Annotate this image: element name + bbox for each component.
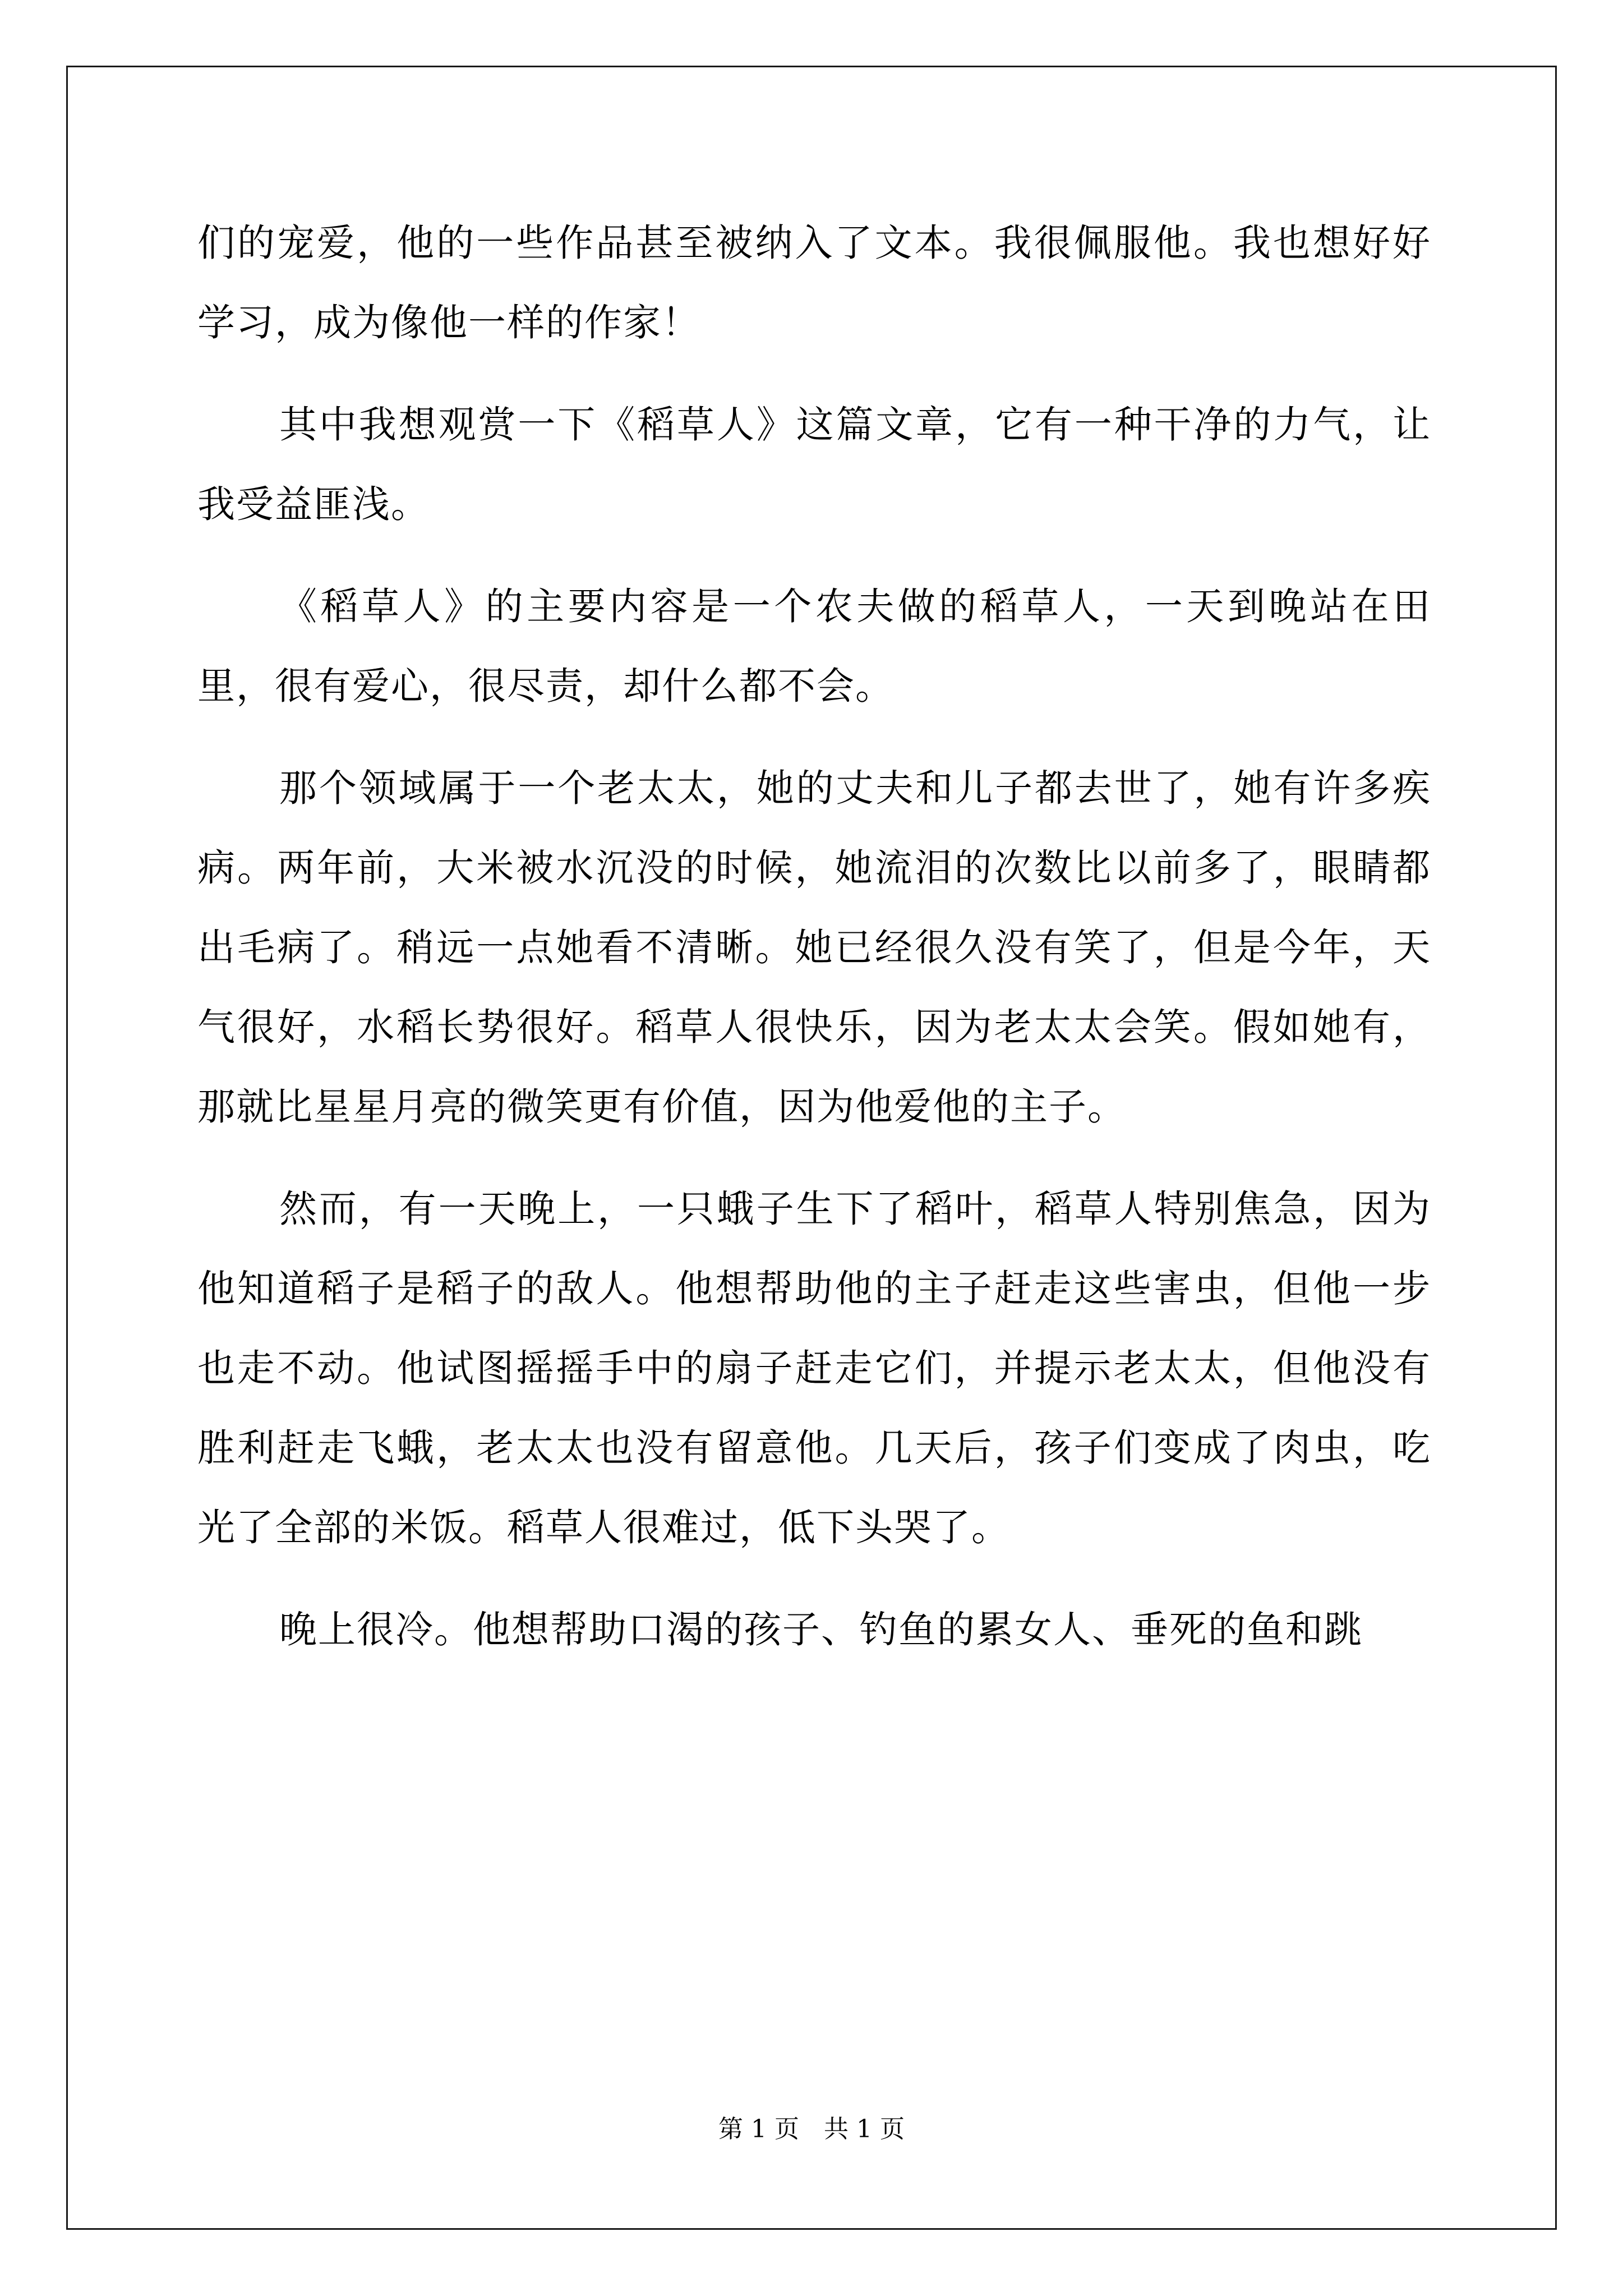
paragraph-1: 们的宠爱，他的一些作品甚至被纳入了文本。我很佩服他。我也想好好学习，成为像他一样的作家！ — [197, 221, 1431, 344]
page-number-footer: 第 1 页 共 1 页 — [718, 2115, 905, 2143]
paragraph-6: 晚上很冷。他想帮助口渴的孩子、钓鱼的累女人、垂死的鱼和跳 — [279, 1608, 1363, 1651]
paragraph-3: 《稻草人》的主要内容是一个农夫做的稻草人，一天到晚站在田里，很有爱心，很尽责，却什么都不会。 — [197, 585, 1431, 708]
paragraph-4: 那个领域属于一个老太太，她的丈夫和儿子都去世了，她有许多疾病。两年前，大米被水沉没的时候，她流泪的次数比以前多了，眼睛都出毛病了。稍远一点她看不清晰。她已经很久没有笑了，但是今年，天气很好，水稻长势很好。稻草人很快乐，因为老太太会笑。假如她有，那就比星星月亮的微笑更有价值，因为他爱他的主子。 — [197, 766, 1431, 1129]
paragraph-5: 然而，有一天晚上，一只蛾子生下了稻叶，稻草人特别焦急，因为他知道稻子是稻子的敌人。他想帮助他的主子赶走这些害虫，但他一步也走不动。他试图摇摇手中的扇子赶走它们，并提示老太太，但他没有胜利赶走飞蛾，老太太也没有留意他。几天后，孩子们变成了肉虫，吃光了全部的米饭。稻草人很难过，低下头哭了。 — [197, 1187, 1431, 1549]
paragraph-2: 其中我想观赏一下《稻草人》这篇文章，它有一种干净的力气，让我受益匪浅。 — [197, 403, 1431, 526]
document-body — [197, 203, 1431, 1692]
